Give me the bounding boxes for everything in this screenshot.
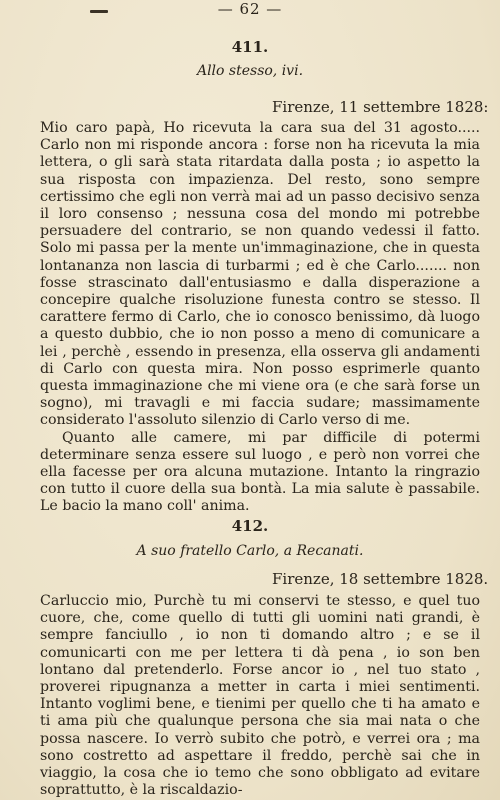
letter-recipient-412: A suo fratello Carlo, a Recanati.	[136, 543, 364, 559]
letter-body-411	[40, 120, 480, 516]
letter-number-411: 411.	[231, 38, 269, 56]
letter-number-412: 412.	[231, 517, 269, 535]
letter-body-412	[40, 593, 480, 799]
page-number: — 62 —	[217, 0, 283, 18]
letter-paragraph: Mio caro papà, Ho ricevuta la cara sua del 31 agosto..... Carlo non mi risponde ancora : forse non ha ricevuta la mia lettera, o gli sarà stata ritardata dalla posta ; io aspetto la sua risposta con impazienza. Del resto, sono sempre certissimo che egli non verrà mai ad un passo decisivo senza il loro consenso ; nessuna cosa del mondo mi potrebbe persuadere del contrario, se non quando vedessi il fatto. Solo mi passa per la mente un'immaginazione, che in questa lontananza non lascia di turbarmi ; ed è che Carlo....... non fosse strascinato dall'entusiasmo e dalla disperazione a concepire qualche risoluzione funesta contro se stesso. Il carattere fermo di Carlo, che io conosco benissimo, dà luogo a questo dubbio, che io non posso a meno di comunicare a lei , perchè , essendo in presenza, ella osserva gli andamenti di Carlo con questa mira. Non posso esprimerle quanto questa immaginazione che mi viene ora (e che sarà forse un sogno), mi travagli e mi faccia sudare; massimamente considerato l'assoluto silenzio di Carlo verso di me.	[40, 120, 480, 429]
letter-recipient-411: Allo stesso, ivi.	[196, 63, 304, 79]
letter-dateline-411: Firenze, 11 settembre 1828:	[272, 98, 489, 116]
letter-dateline-412: Firenze, 18 settembre 1828.	[272, 570, 489, 588]
letter-paragraph: Quanto alle camere, mi par difficile di potermi determinare senza essere sul luogo , e però non vorrei che ella facesse per ora alcuna mutazione. Intanto la ringrazio con tutto il cuore della sua bontà. La mia salute è passabile. Le bacio la mano coll' anima.	[40, 429, 480, 515]
letter-paragraph: Carluccio mio, Purchè tu mi conservi te stesso, e quel tuo cuore, che, come quello di tutti gli uomini nati grandi, è sempre fanciullo , io non ti domando altro ; e se il comunicarti con me per lettera ti dà pena , io son ben lontano dal pretenderlo. Forse ancor io , nel tuo stato , proverei ripugnanza a metter in carta i miei sentimenti. Intanto voglimi bene, e tienimi per quello che ti ha amato e ti ama più che qualunque persona che sia mai nata o che possa nascere. Io verrò subito che potrò, e verrei ora ; ma sono costretto ad aspettare il freddo, perchè sai che in viaggio, la cosa che io temo che sono obbligato ad evitare soprattutto, è la riscaldazio-	[40, 593, 480, 799]
